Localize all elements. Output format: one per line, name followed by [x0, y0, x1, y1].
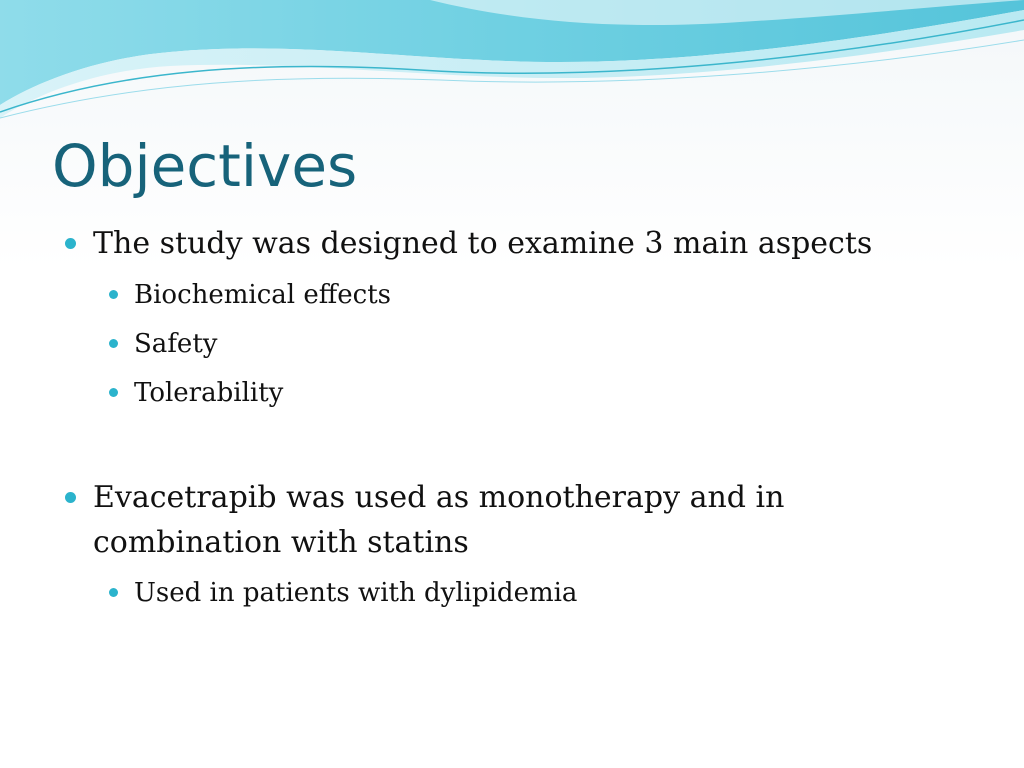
sub-bullet-item: [134, 324, 217, 364]
bullet-text: Safety: [134, 329, 218, 359]
slide-title: Objectives: [52, 132, 358, 200]
sub-bullet-item: [134, 275, 391, 315]
bullet-text: Evacetrapib was used as monotherapy and in: [93, 480, 785, 515]
bullet-dot-icon: [109, 339, 118, 348]
bullet-dot-icon: [109, 588, 118, 597]
bullet-dot-icon: [65, 492, 76, 503]
bullet-item: [93, 476, 784, 520]
bullet-dot-icon: [65, 238, 76, 249]
sub-bullet-item: [134, 573, 577, 613]
bullet-text: Used in patients with dylipidemia: [134, 578, 578, 608]
bullet-item: [93, 222, 872, 266]
bullet-text: combination with statins: [93, 525, 469, 560]
bullet-dot-icon: [109, 388, 118, 397]
sub-bullet-item: [134, 373, 283, 413]
bullet-item-continuation: [93, 521, 469, 565]
bullet-text: Biochemical effects: [134, 280, 391, 310]
bullet-dot-icon: [109, 290, 118, 299]
bullet-text: Tolerability: [134, 378, 284, 408]
bullet-text: The study was designed to examine 3 main aspects: [93, 226, 873, 261]
